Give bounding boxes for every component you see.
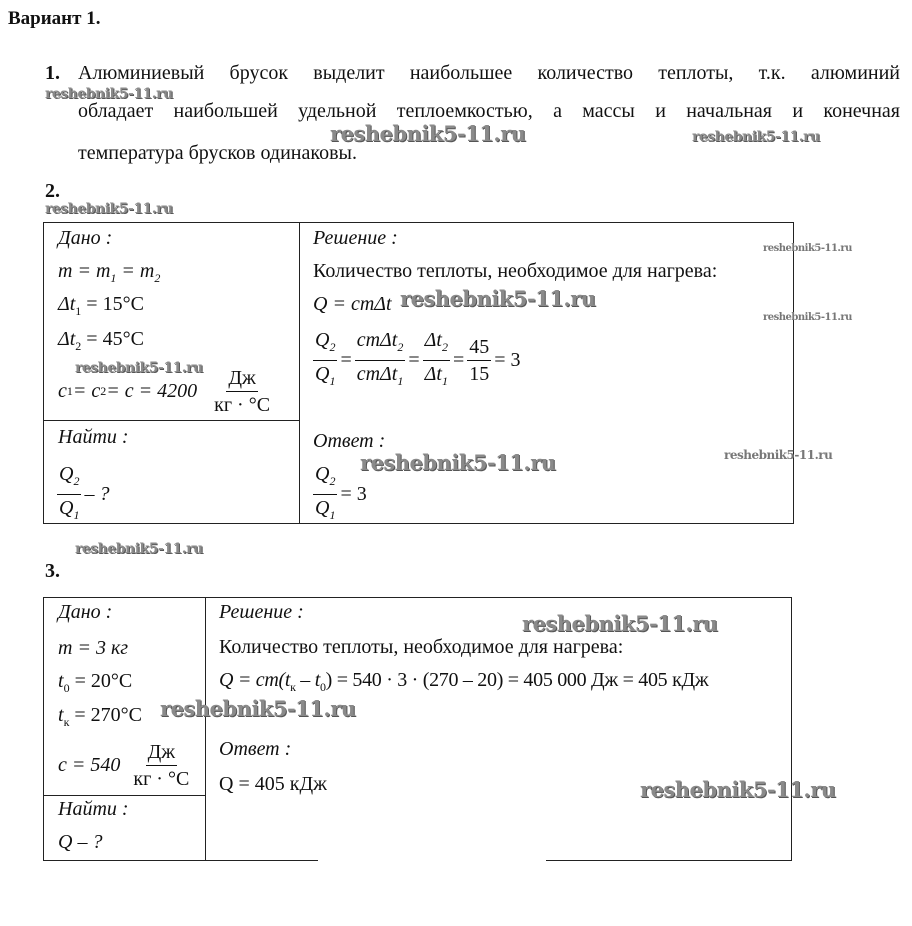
- variant-title: Вариант 1.: [8, 8, 101, 29]
- ratio-formula: $\frac{Q_2}{Q_1}$ = $\frac{cm\Delta t_2}{cm\Delta t_1}$ = $\frac{\Delta t_2}{\Delta t_1}$ = $\frac{45}{15}$ = 3: [315, 329, 521, 388]
- divider: [43, 795, 205, 796]
- find-q: Q – ?: [58, 831, 103, 853]
- given-tk: $t_к = 270^\circ C$: [58, 704, 143, 729]
- task3-number: 3.: [45, 560, 60, 582]
- divider: [299, 222, 300, 523]
- watermark: reshebnik5-11.ru: [75, 360, 203, 376]
- table-bottom-border: [43, 860, 318, 861]
- answer-ratio: $\frac{Q_2}{Q_1}$ = 3: [315, 463, 367, 522]
- watermark: reshebnik5-11.ru: [75, 541, 203, 557]
- answer-value: Q = 405 кДж: [219, 773, 327, 795]
- watermark: reshebnik5-11.ru: [400, 286, 596, 311]
- answer-label: Ответ :: [313, 430, 386, 452]
- watermark: reshebnik5-11.ru: [45, 86, 173, 102]
- given-t0: $t_0 = 20^\circ C$: [58, 670, 133, 695]
- task2-number: 2.: [45, 180, 60, 202]
- find-label: Найти :: [58, 426, 129, 448]
- answer-label: Ответ :: [219, 738, 292, 760]
- formula-heat: $Q = cm(t_к - t_0) = 540 \cdot 3 \cdot (270 - 20) = 405$ 000 Дж = 405 кДж: [219, 669, 709, 694]
- given-mass: $m = m_1 = m_2$: [58, 260, 161, 285]
- watermark: reshebnik5-11.ru: [330, 121, 526, 146]
- given-heat-capacity: c = 540 $\frac{Дж}{кг \cdot ^\circ C}$: [58, 741, 190, 790]
- watermark: reshebnik5-11.ru: [45, 201, 173, 217]
- table-bottom-border: [546, 860, 792, 861]
- watermark: reshebnik5-11.ru: [522, 611, 718, 636]
- given-dt1: $\Delta t_1 = 15^\circ C$: [58, 293, 144, 318]
- given-dt2: $\Delta t_2 = 45^\circ C$: [58, 328, 144, 353]
- watermark: reshebnik5-11.ru: [360, 450, 556, 475]
- solution-text: Количество теплоты, необходимое для нагрева:: [219, 636, 624, 658]
- task1-line3: температура брусков одинаковы.: [78, 142, 357, 164]
- solution-label: Решение :: [313, 227, 398, 249]
- formula-heat: Q = cmΔt: [313, 293, 392, 315]
- given-heat-capacity: c 1 = c 2 = c = 4200 $\frac{Дж}{кг \cdot ^\circ C}$: [58, 367, 271, 416]
- table-top-border: [43, 597, 792, 598]
- given-label: Дано :: [58, 227, 113, 249]
- watermark: reshebnik5-11.ru: [763, 312, 852, 323]
- table-right-border: [791, 597, 792, 861]
- divider: [43, 420, 300, 421]
- find-label: Найти :: [58, 798, 129, 820]
- task1-line2: обладает наибольшей удельной теплоемкостью, а массы и начальная и конечная: [78, 100, 900, 122]
- watermark: reshebnik5-11.ru: [160, 696, 356, 721]
- task1-line1: Алюминиевый брусок выделит наибольшее количество теплоты, т.к. алюминий: [78, 62, 900, 84]
- solution-text: Количество теплоты, необходимое для нагрева:: [313, 260, 718, 282]
- given-mass: m = 3 кг: [58, 637, 129, 659]
- divider: [205, 597, 206, 861]
- table-left-border: [43, 597, 44, 861]
- watermark: reshebnik5-11.ru: [640, 777, 836, 802]
- solution-label: Решение :: [219, 601, 304, 623]
- watermark: reshebnik5-11.ru: [724, 448, 833, 462]
- find-ratio: $\frac{Q_2}{Q_1}$ – ?: [59, 463, 110, 522]
- watermark: reshebnik5-11.ru: [692, 129, 820, 145]
- given-label: Дано :: [58, 601, 113, 623]
- watermark: reshebnik5-11.ru: [763, 243, 852, 254]
- task1-number: 1.: [45, 62, 60, 84]
